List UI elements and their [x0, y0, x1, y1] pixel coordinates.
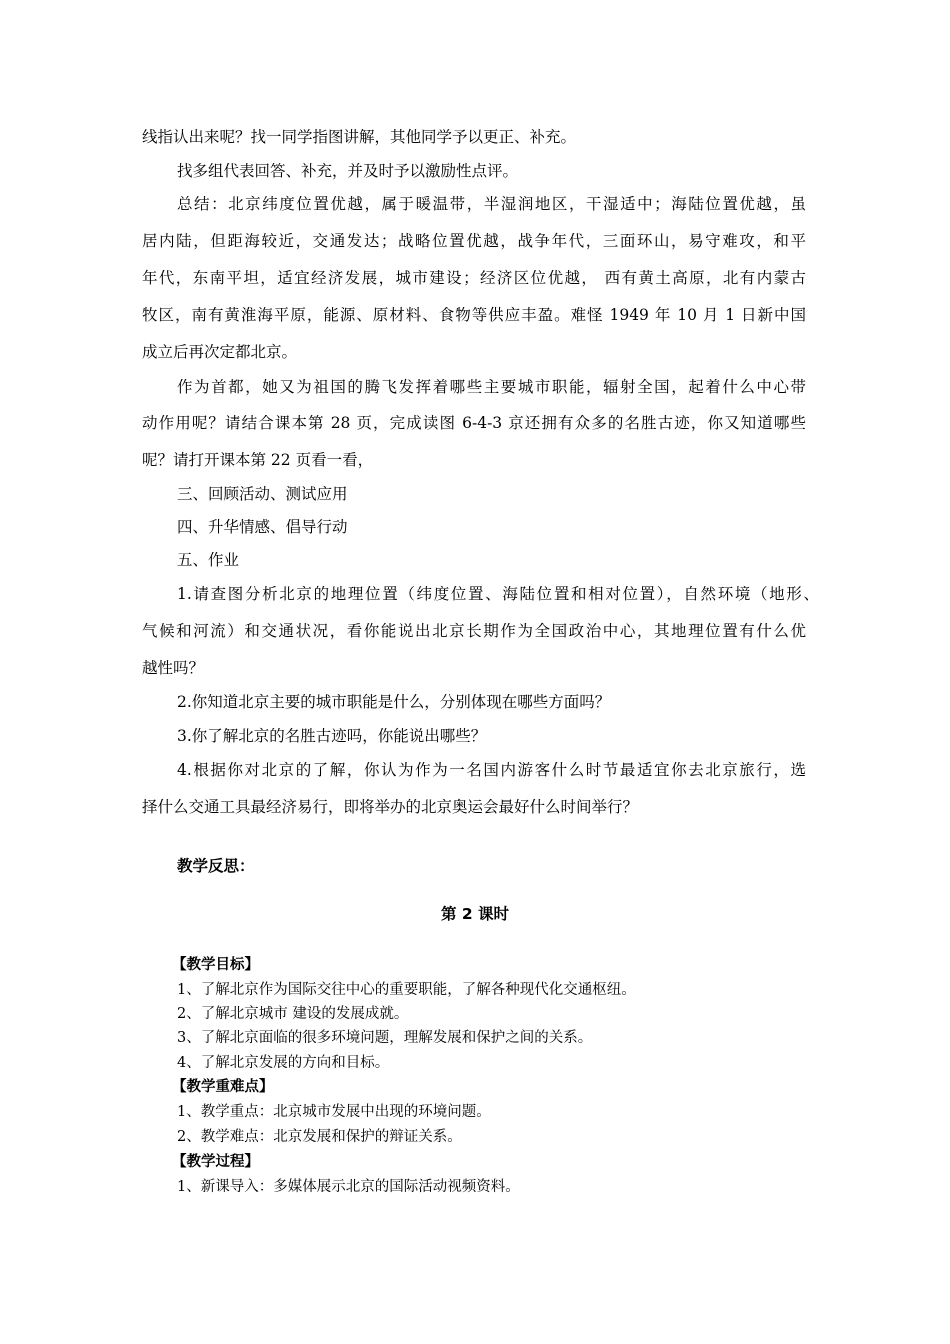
paragraph-line: 作为首都，她又为祖国的腾飞发挥着哪些主要城市职能，辐射全国，起着什么中心带	[177, 378, 806, 396]
lesson-title: 第 2 课时	[440, 905, 510, 923]
goal-item: 1、了解北京作为国际交往中心的重要职能，了解各种现代化交通枢纽。	[177, 982, 636, 998]
paragraph-line: 找多组代表回答、补充，并及时予以激励性点评。	[177, 162, 519, 180]
goals-heading: 【教学目标】	[172, 957, 259, 973]
paragraph-line: 气候和河流）和交通状况，看你能说出北京长期作为全国政治中心，其地理位置有什么优	[142, 622, 806, 640]
homework-item: 2.你知道北京主要的城市职能是什么，分别体现在哪些方面吗？	[177, 693, 611, 711]
section-heading: 四、升华情感、倡导行动	[177, 518, 348, 536]
process-heading: 【教学过程】	[172, 1154, 259, 1170]
process-item: 1、新课导入：多媒体展示北京的国际活动视频资料。	[177, 1179, 520, 1195]
paragraph-line: 越性吗？	[142, 659, 205, 677]
paragraph-line: 动作用呢？请结合课本第 28 页，完成读图 6-4-3 京还拥有众多的名胜古迹，你又知道哪些	[142, 414, 806, 432]
paragraph-line: 呢？请打开课本第 22 页看一看，	[142, 451, 374, 469]
paragraph-line: 线指认出来呢？找一同学指图讲解，其他同学予以更正、补充。	[142, 128, 577, 146]
goal-item: 2、了解北京城市 建设的发展成就。	[177, 1006, 409, 1022]
reflection-heading: 教学反思：	[177, 857, 255, 875]
paragraph-line: 牧区，南有黄淮海平原，能源、原材料、食物等供应丰盈。难怪 1949 年 10 月 1 日新中国	[142, 306, 806, 324]
key-point-item: 2、教学难点：北京发展和保护的辩证关系。	[177, 1129, 462, 1145]
section-heading: 五、作业	[177, 551, 240, 569]
paragraph-line: 居内陆，但距海较近，交通发达；战略位置优越，战争年代，三面环山，易守难攻，和平	[142, 232, 806, 250]
paragraph-line: 年代，东南平坦，适宜经济发展，城市建设；经济区位优越， 西有黄土高原，北有内蒙古	[142, 269, 806, 287]
homework-item: 4.根据你对北京的了解，你认为作为一名国内游客什么时节最适宜你去北京旅行，选	[177, 761, 806, 779]
goal-item: 3、了解北京面临的很多环境问题，理解发展和保护之间的关系。	[177, 1030, 593, 1046]
paragraph-line: 择什么交通工具最经济易行，即将举办的北京奥运会最好什么时间举行？	[142, 798, 639, 816]
key-point-item: 1、教学重点：北京城市发展中出现的环境问题。	[177, 1104, 491, 1120]
paragraph-line: 总结：北京纬度位置优越，属于暖温带，半湿润地区，干湿适中；海陆位置优越，虽	[177, 195, 806, 213]
paragraph-line: 成立后再次定都北京。	[142, 343, 298, 361]
section-heading: 三、回顾活动、测试应用	[177, 485, 348, 503]
homework-item: 1.请查图分析北京的地理位置（纬度位置、海陆位置和相对位置），自然环境（地形、	[177, 585, 819, 603]
homework-item: 3.你了解北京的名胜古迹吗，你能说出哪些？	[177, 727, 487, 745]
goal-item: 4、了解北京发展的方向和目标。	[177, 1055, 390, 1071]
key-points-heading: 【教学重难点】	[172, 1079, 274, 1095]
